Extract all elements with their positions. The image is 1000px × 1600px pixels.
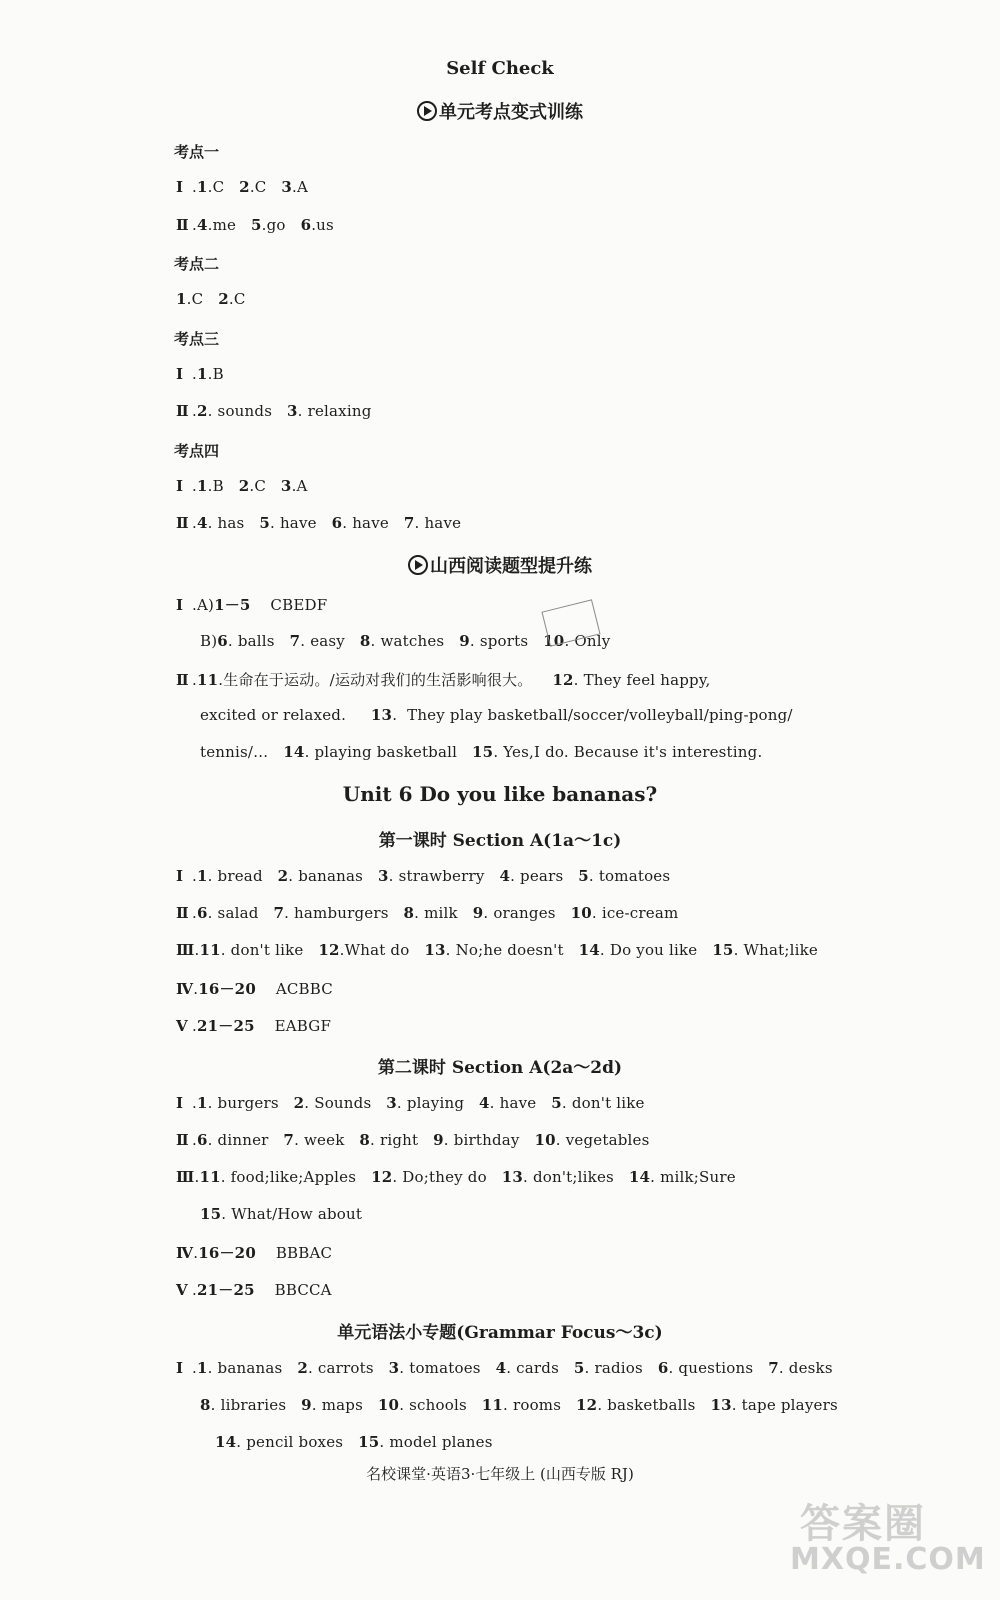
answer-line: Ⅴ .21－25 BBCCA: [176, 1281, 332, 1299]
answer-line: tennis/… 14. playing basketball 15. Yes,I do. Because it's interesting.: [200, 743, 763, 761]
point-label: 考点三: [174, 330, 220, 348]
answer-line: 15. What/How about: [200, 1205, 363, 1223]
watermark-text: 答案圈: [800, 1501, 926, 1547]
answer-line: Ⅰ .1.B 2.C 3.A: [176, 477, 308, 495]
grammar-title: 单元语法小专题(Grammar Focus～3c): [337, 1323, 663, 1343]
point-label: 考点二: [174, 255, 220, 273]
answer-line: Ⅱ .4.me 5.go 6.us: [176, 216, 334, 234]
answer-line: Ⅰ .1.B: [176, 365, 224, 383]
lesson-title: 第一课时 Section A(1a～1c): [378, 831, 622, 851]
section-heading-unit-training: 单元考点变式训练: [0, 98, 1000, 124]
answer-line: Ⅰ .1. bananas 2. carrots 3. tomatoes 4. cards 5. radios 6. questions 7. desks: [176, 1359, 833, 1377]
section-heading-reading: 山西阅读题型提升练: [0, 552, 1000, 578]
answer-line: B)6. balls 7. easy 8. watches 9. sports 10. Only: [200, 632, 611, 650]
watermark-url: MXQE.COM: [790, 1542, 986, 1577]
answer-line: Ⅱ .6. salad 7. hamburgers 8. milk 9. oranges 10. ice-cream: [176, 904, 679, 922]
answer-line: Ⅲ.11. don't like 12.What do 13. No;he doesn't 14. Do you like 15. What;like: [176, 941, 818, 959]
answer-line: 14. pencil boxes 15. model planes: [215, 1433, 493, 1451]
answer-line: Ⅰ .A)1－5 CBEDF: [176, 596, 328, 614]
answer-line: Ⅲ.11. food;like;Apples 12. Do;they do 13. don't;likes 14. milk;Sure: [176, 1168, 736, 1186]
answer-line: Ⅰ .1. bread 2. bananas 3. strawberry 4. pears 5. tomatoes: [176, 867, 671, 885]
play-arrow-icon: [417, 101, 437, 121]
answer-line: Ⅴ .21－25 EABGF: [176, 1017, 332, 1035]
answer-line: Ⅳ.16－20 ACBBC: [176, 980, 333, 998]
answer-line: excited or relaxed. 13. They play basketball/soccer/volleyball/ping-pong/: [200, 706, 793, 724]
answer-line: Ⅱ .11.生命在于运动。/运动对我们的生活影响很大。 12. They feel happy,: [176, 671, 711, 689]
answer-line: 8. libraries 9. maps 10. schools 11. rooms 12. basketballs 13. tape players: [200, 1396, 838, 1414]
watermark-logo: [790, 1492, 990, 1592]
answer-line: Ⅰ .1.C 2.C 3.A: [176, 178, 309, 196]
point-label: 考点一: [174, 143, 220, 161]
answer-line: Ⅱ .6. dinner 7. week 8. right 9. birthday 10. vegetables: [176, 1131, 650, 1149]
answer-line: Ⅱ .2. sounds 3. relaxing: [176, 402, 372, 420]
unit-title: Unit 6 Do you like bananas?: [342, 782, 658, 806]
page-footer: 名校课堂·英语3·七年级上 (山西专版 RJ): [366, 1465, 634, 1483]
answer-line: Ⅰ .1. burgers 2. Sounds 3. playing 4. have 5. don't like: [176, 1094, 645, 1112]
answer-line: Ⅳ.16－20 BBBAC: [176, 1244, 333, 1262]
lesson-title: 第二课时 Section A(2a～2d): [377, 1058, 623, 1078]
answer-line: Ⅱ .4. has 5. have 6. have 7. have: [176, 514, 462, 532]
page-title: Self Check: [446, 58, 554, 79]
play-arrow-icon: [408, 555, 428, 575]
point-label: 考点四: [174, 442, 220, 460]
answer-line: 1.C 2.C: [176, 290, 246, 308]
